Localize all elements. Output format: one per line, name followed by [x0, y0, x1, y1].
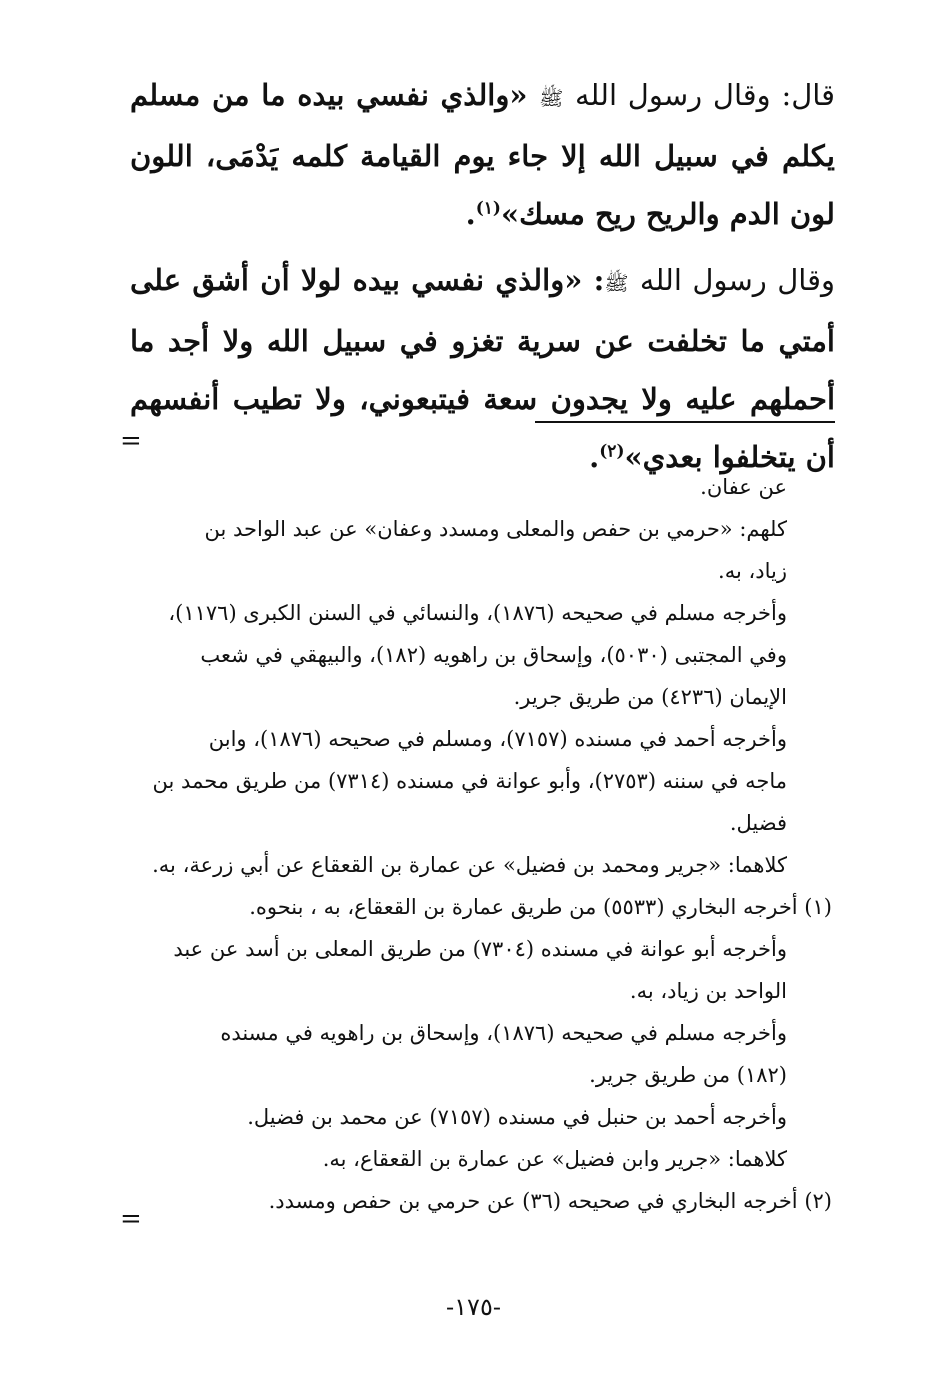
salla-glyph: ﷺ: [604, 271, 629, 295]
hadith-text: : «والذي نفسي بيده لولا أن أشق على أمتي ما تخلفت عن سرية تغزو في سبيل الله ولا أجد ما أحملهم عليه ولا يجدون سعة فيتبعوني، ولا تطيب أنفسهم أن يتخلفوا بعدي»: [130, 263, 835, 474]
narration-lead: قال: وقال رسول الله: [574, 78, 835, 112]
footnote-2-start: (٢) أخرجه البخاري في صحيحه (٣٦) عن حرمي بن حفص ومسدد.: [268, 1189, 832, 1213]
footnote-line: فضيل.: [729, 811, 787, 835]
footnote-line: كلاهما: «جرير ومحمد بن فضيل» عن عمارة بن القعقاع عن أبي زرعة، به.: [152, 853, 787, 877]
footnote-line: (١٨٢) من طريق جرير.: [589, 1063, 787, 1087]
footnote-line: عن عفان.: [700, 475, 787, 499]
footnote-line: كلاهما: «جرير وابن فضيل» عن عمارة بن القعقاع، به.: [322, 1147, 787, 1171]
footnote-line: وفي المجتبى (٥٠٣٠)، وإسحاق بن راهويه (١٨٢)، والبيهقي في شعب: [200, 643, 787, 667]
footnote-line: الواحد بن زياد، به.: [629, 979, 787, 1003]
hadith-text: «والذي نفسي بيده ما من مسلم يكلم في سبيل الله إلا جاء يوم القيامة كلمه يَدْمَى، اللون لون الدم والريح ريح مسك»: [130, 78, 835, 231]
period: .: [589, 440, 600, 474]
footnote-line: وأخرجه أحمد بن حنبل في مسنده (٧١٥٧) عن محمد بن فضيل.: [247, 1105, 787, 1129]
hadith-paragraph-1: [130, 66, 835, 243]
footnote-line: وأخرجه أبو عوانة في مسنده (٧٣٠٤) من طريق المعلى بن أسد عن عبد: [173, 937, 787, 961]
continuation-mark-top: =: [120, 426, 142, 456]
footnotes: [132, 466, 832, 1222]
footnote-ref: (١): [475, 198, 501, 219]
footnote-line: الإيمان (٤٢٣٦) من طريق جرير.: [513, 685, 787, 709]
page-number: -١٧٥-: [446, 1293, 501, 1321]
narration-lead: وقال رسول الله: [639, 263, 836, 297]
footnote-line: كلهم: «حرمي بن حفص والمعلى ومسدد وعفان» عن عبد الواحد بن: [204, 517, 787, 541]
salla-glyph: ﷺ: [539, 86, 564, 110]
footnote-1-start: (١) أخرجه البخاري (٥٥٣٣) من طريق عمارة بن القعقاع، به ، بنحوه.: [249, 895, 832, 919]
period: .: [465, 197, 476, 231]
main-text: [130, 66, 835, 486]
footnote-separator: [535, 421, 835, 423]
footnote-line: ماجه في سننه (٢٧٥٣)، وأبو عوانة في مسنده (٧٣١٤) من طريق محمد بن: [152, 769, 787, 793]
footnote-line: زياد، به.: [718, 559, 787, 583]
footnote-line: وأخرجه مسلم في صحيحه (١٨٧٦)، والنسائي في السنن الكبرى (١١٧٦)،: [168, 601, 787, 625]
hadith-paragraph-2: [130, 251, 835, 486]
footnote-line: وأخرجه مسلم في صحيحه (١٨٧٦)، وإسحاق بن راهويه في مسنده: [220, 1021, 787, 1045]
continuation-mark-bottom: =: [120, 1204, 142, 1234]
footnote-line: وأخرجه أحمد في مسنده (٧١٥٧)، ومسلم في صحيحه (١٨٧٦)، وابن: [208, 727, 787, 751]
footnote-ref: (٢): [599, 441, 625, 462]
